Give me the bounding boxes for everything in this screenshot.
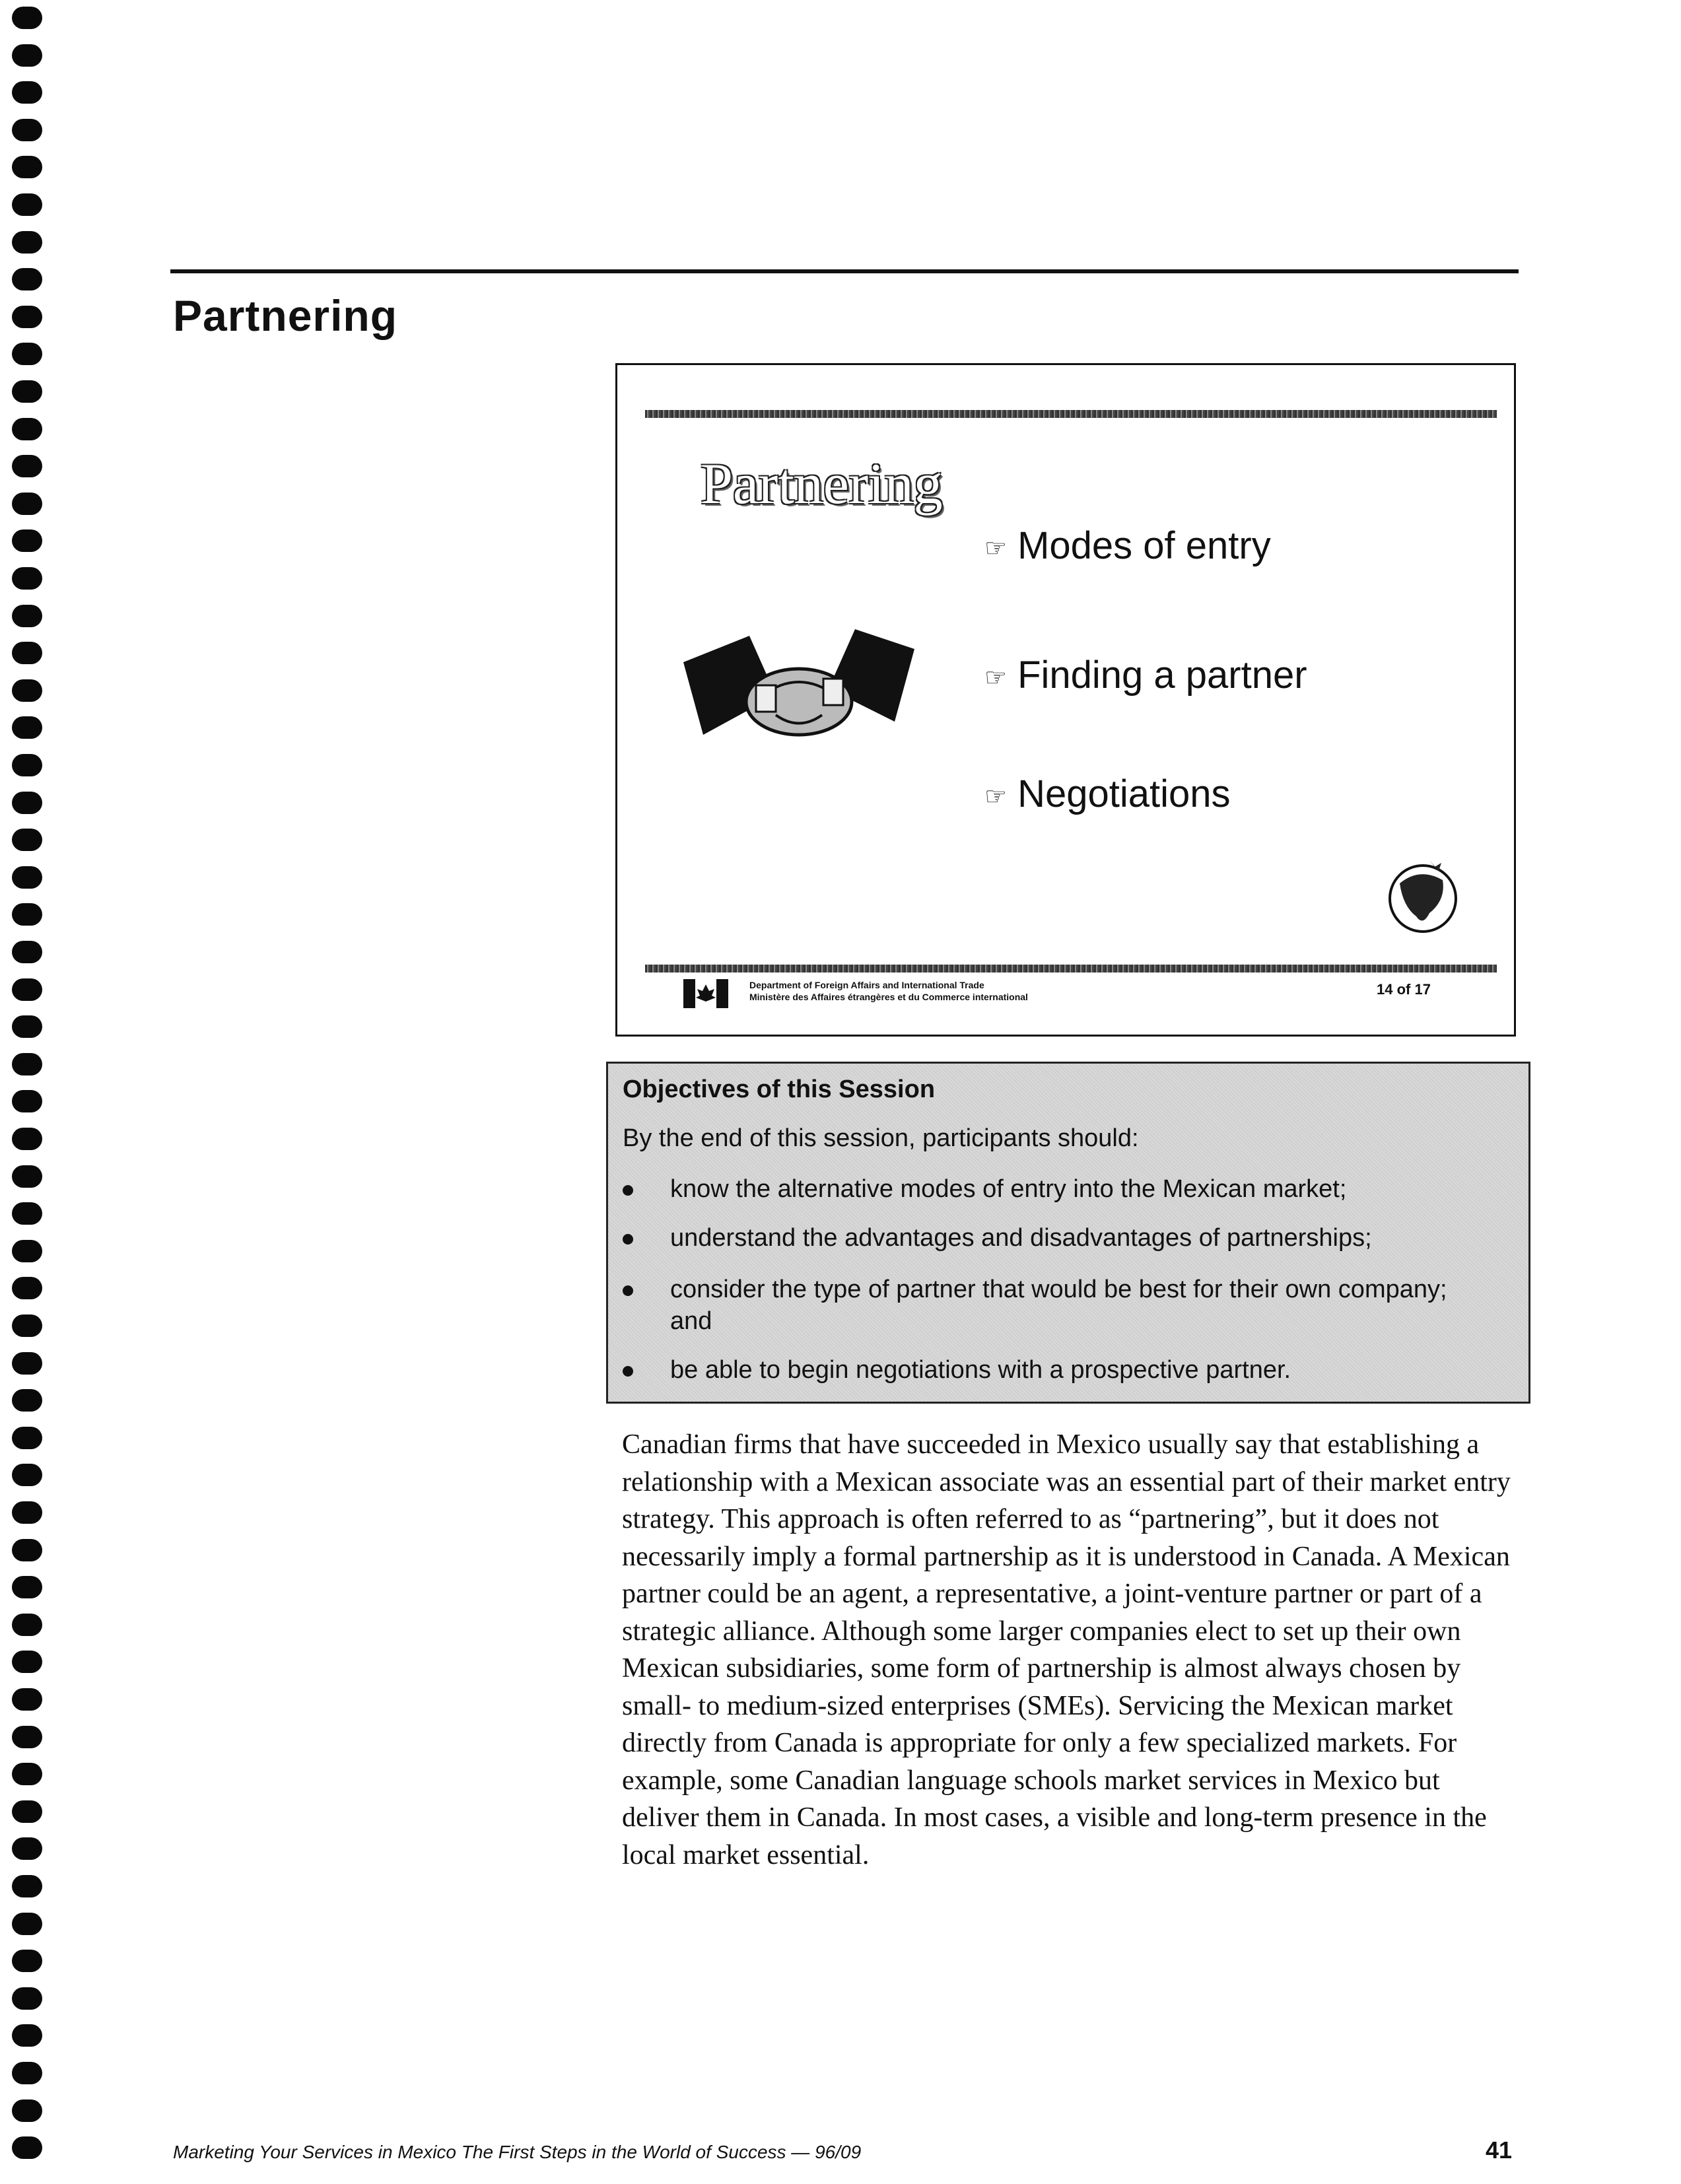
bullet-icon bbox=[623, 1366, 633, 1377]
binding-hole bbox=[12, 1539, 42, 1561]
binding-hole bbox=[12, 1726, 42, 1748]
objectives-box bbox=[606, 1062, 1530, 1404]
binding-hole bbox=[12, 380, 42, 403]
bullet-icon bbox=[623, 1185, 633, 1196]
binding-hole bbox=[12, 418, 42, 440]
slide-page-indicator: 14 of 17 bbox=[1377, 981, 1431, 998]
binding-hole bbox=[12, 1576, 42, 1598]
objective-text: consider the type of partner that would be best for their own company; and bbox=[670, 1276, 1447, 1335]
binding-hole bbox=[12, 567, 42, 590]
slide-item-modes-of-entry bbox=[984, 524, 1271, 568]
pointing-hand-icon: ☞ bbox=[984, 783, 1008, 811]
binding-hole bbox=[12, 829, 42, 851]
section-title: Partnering bbox=[173, 291, 398, 340]
presentation-slide bbox=[615, 363, 1516, 1037]
binding-hole bbox=[12, 1614, 42, 1636]
objective-item bbox=[623, 1222, 1476, 1254]
objective-text: know the alternative modes of entry into the Mexican market; bbox=[670, 1175, 1347, 1203]
binding-hole bbox=[12, 1763, 42, 1785]
binding-hole bbox=[12, 1090, 42, 1112]
globe-icon bbox=[1383, 854, 1462, 939]
binding-hole bbox=[12, 1501, 42, 1524]
slide-item-label: Negotiations bbox=[1017, 772, 1231, 815]
page-number: 41 bbox=[1486, 2136, 1513, 2164]
binding-hole bbox=[12, 231, 42, 254]
footer-publication: Marketing Your Services in Mexico The First Steps in the World of Success — 96/09 bbox=[173, 2142, 862, 2162]
top-rule bbox=[170, 269, 1519, 273]
binding-hole bbox=[12, 1651, 42, 1673]
binding-hole bbox=[12, 529, 42, 552]
pointing-hand-icon: ☞ bbox=[984, 664, 1008, 693]
binding-hole bbox=[12, 156, 42, 178]
slide-top-band bbox=[645, 410, 1497, 418]
binding-hole bbox=[12, 1165, 42, 1188]
binding-hole bbox=[12, 44, 42, 67]
slide-item-label: Finding a partner bbox=[1017, 654, 1307, 697]
binding-hole bbox=[12, 1837, 42, 1860]
objective-text: be able to begin negotiations with a prospective partner. bbox=[670, 1356, 1291, 1384]
slide-item-finding-a-partner bbox=[984, 653, 1307, 697]
pointing-hand-icon: ☞ bbox=[984, 535, 1008, 563]
binding-hole bbox=[12, 81, 42, 104]
binding-hole bbox=[12, 2024, 42, 2047]
binding-hole bbox=[12, 1053, 42, 1075]
objective-item bbox=[623, 1354, 1476, 1386]
department-names bbox=[749, 979, 1028, 1003]
binding-hole bbox=[12, 1875, 42, 1897]
binding-hole bbox=[12, 455, 42, 477]
objectives-title: Objectives of this Session bbox=[623, 1075, 936, 1103]
binding-hole bbox=[12, 941, 42, 963]
slide-title: Partnering bbox=[701, 452, 943, 516]
binding-hole bbox=[12, 1427, 42, 1449]
binding-hole bbox=[12, 1128, 42, 1150]
binding-hole bbox=[12, 716, 42, 739]
binding-hole bbox=[12, 605, 42, 627]
binding-hole bbox=[12, 268, 42, 290]
binding-hole bbox=[12, 1950, 42, 1972]
binding-hole bbox=[12, 7, 42, 29]
canada-flag-icon bbox=[683, 979, 728, 1008]
slide-item-label: Modes of entry bbox=[1017, 524, 1271, 567]
department-name-en: Department of Foreign Affairs and International Trade bbox=[749, 980, 984, 990]
binding-hole bbox=[12, 1987, 42, 2010]
binding-hole bbox=[12, 343, 42, 365]
binding-hole bbox=[12, 1352, 42, 1375]
objective-item bbox=[623, 1173, 1476, 1205]
department-name-fr: Ministère des Affaires étrangères et du Commerce international bbox=[749, 992, 1028, 1002]
binding-hole bbox=[12, 193, 42, 216]
binding-hole bbox=[12, 1800, 42, 1823]
binding-hole bbox=[12, 866, 42, 889]
binding-hole bbox=[12, 978, 42, 1001]
objective-text: understand the advantages and disadvantages of partnerships; bbox=[670, 1224, 1372, 1252]
slide-item-negotiations bbox=[984, 772, 1231, 816]
binding-hole bbox=[12, 754, 42, 776]
binding-hole bbox=[12, 1277, 42, 1299]
binding-hole bbox=[12, 1464, 42, 1486]
handshake-icon bbox=[677, 623, 921, 768]
binding-hole bbox=[12, 2099, 42, 2122]
binding-hole bbox=[12, 1015, 42, 1038]
binding-hole bbox=[12, 792, 42, 814]
binding-hole bbox=[12, 2062, 42, 2084]
binding-hole bbox=[12, 1913, 42, 1935]
binding-hole bbox=[12, 493, 42, 515]
slide-bottom-band bbox=[645, 965, 1497, 973]
bullet-icon bbox=[623, 1285, 633, 1296]
bullet-icon bbox=[623, 1234, 633, 1245]
binding-hole bbox=[12, 119, 42, 141]
binding-hole bbox=[12, 306, 42, 328]
binding-hole bbox=[12, 2136, 42, 2159]
binding-hole bbox=[12, 1688, 42, 1711]
body-paragraph: Canadian firms that have succeeded in Mexico usually say that establishing a relationship with a Mexican associate was an essential part of their market entry strategy. This approach is often referred to as “partnering”, but it does not necessarily imply a formal partnership as it is understood in Canada. A Mexican partner could be an agent, a representative, a joint-venture partner or part of a strategic alliance. Although some larger companies elect to set up their own Mexican subsidiaries, some form of partnership is almost always chosen by small- to medium-sized enterprises (SMEs). Servicing the Mexican market directly from Canada is appropriate for only a few specialized markets. For example, some Canadian language schools market services in Mexico but deliver them in Canada. In most cases, a visible and long-term presence in the local market essential. bbox=[622, 1429, 1511, 1870]
binding-hole bbox=[12, 1240, 42, 1262]
objective-item bbox=[623, 1274, 1476, 1337]
binding-hole bbox=[12, 903, 42, 926]
binding-hole bbox=[12, 1202, 42, 1225]
binding-hole bbox=[12, 1389, 42, 1412]
binding-hole bbox=[12, 1314, 42, 1337]
binding-hole bbox=[12, 679, 42, 702]
binding-hole bbox=[12, 642, 42, 664]
objectives-intro: By the end of this session, participants should: bbox=[623, 1124, 1139, 1152]
spiral-binding bbox=[12, 0, 45, 2184]
